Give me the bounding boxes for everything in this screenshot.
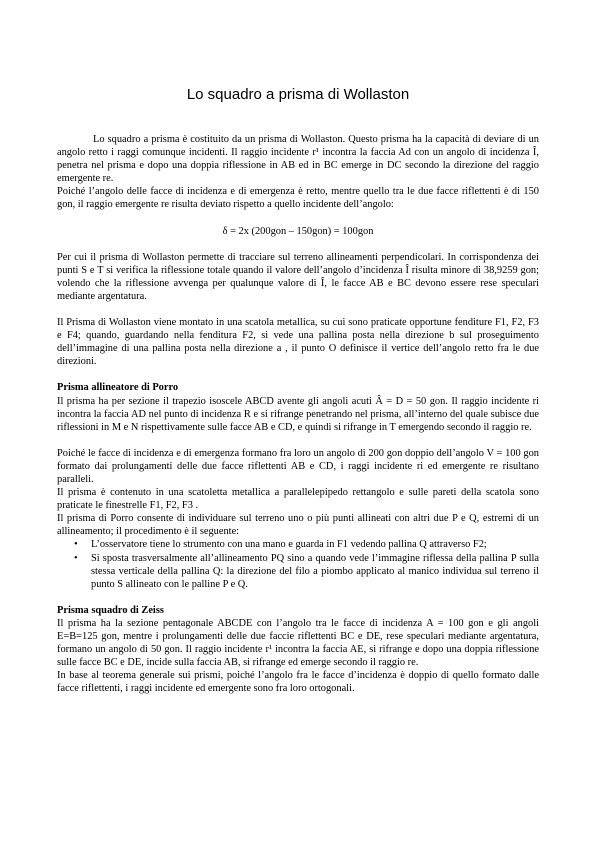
deviation-formula: δ = 2x (200gon – 150gon) = 100gon: [222, 225, 374, 237]
zeiss-paragraph-1: Il prisma ha la sezione pentagonale ABCDE con l’angolo tra le facce di incidenza A = 100 gon e gli angoli E=B=125 gon, mentre i prolungamenti delle due faccie riflettenti BC e DE, rese speculari mediante argentatura, formano un angolo di 50 gon. Il raggio incidente r¹ incontra la faccia AE, si rifrange e dopo una doppia riflessione sulle facce BC e DE, incide sulla faccia AB, si rifrange ed emerge secondo il raggio re.: [57, 617, 539, 669]
intro-paragraph-4: Il Prisma di Wollaston viene montato in una scatola metallica, su cui sono praticate opportune fenditure F1, F2, F3 e F4; quando, guardando nella fenditura F2, si vede una pallina posta nella direzione b sul proseguimento dell’immagine di una pallina posta nella direzione a , il punto O definisce il vertice dell’angolo retto fra le due direzioni.: [57, 317, 539, 368]
list-item: • Si sposta trasversalmente all’allineamento PQ sino a quando vede l’immagine riflessa della pallina P sulla stessa verticale della pallina Q: la direzione del filo a piombo applicato al manico individua sul terreno il punto S allineato con le palline P e Q.: [91, 552, 539, 591]
porro-procedure-list: [57, 538, 539, 590]
spacer: [57, 368, 539, 381]
porro-paragraph-4: Il prisma di Porro consente di individuare sul terreno uno o più punti allineati con altri due P e Q, estremi di un allineamento; il procedimento è il seguente:: [57, 513, 539, 538]
porro-paragraph-2: Poiché le facce di incidenza e di emergenza formano fra loro un angolo di 200 gon doppio dell’angolo V = 100 gon formato dai prolungamenti delle due facce riflettenti AB e CD, i raggi incidente ri ed emergente re risultano paralleli.: [57, 447, 539, 485]
spacer: [57, 591, 539, 604]
porro-paragraph-3: Il prisma è contenuto in una scatoletta metallica a parallelepipedo rettangolo e sulle pareti della scatola sono praticate le finestrelle F1, F2, F3 .: [57, 487, 539, 512]
page-title: Lo squadro a prisma di Wollaston: [186, 86, 410, 103]
spacer: [57, 303, 539, 316]
spacer: [57, 434, 539, 447]
zeiss-paragraph-2: In base al teorema generale sui prismi, poiché l’angolo fra le facce d’incidenza è doppio di quello formato dalle facce riflettenti, i raggi incidente ed emergente sono fra loro ortogonali.: [57, 670, 539, 695]
intro-paragraph-3: Per cui il prisma di Wollaston permette di tracciare sul terreno allineamenti perpendicolari. In corrispondenza dei punti S e T si verifica la riflessione totale quando il valore dell’angolo d’incidenza Î risulta minore di 38,9259 gon; volendo che la riflessione avvenga per qualunque valore di Î, le facce AB e BC devono essere rese speculari mediante argentatura.: [57, 251, 539, 302]
section-heading-zeiss: Prisma squadro di Zeiss: [57, 604, 164, 616]
intro-paragraph-1: Lo squadro a prisma è costituito da un prisma di Wollaston. Questo prisma ha la capacità di deviare di un angolo retto i raggi comunque incidenti. Il raggio incidente r¹ incontra la faccia Ad con un angolo di incidenza Î, penetra nel prisma e dopo una doppia riflessione in AB ed in BC emerge in DC secondo la direzione del raggio emergente re.: [57, 134, 539, 185]
spacer: [57, 212, 539, 225]
porro-paragraph-1: Il prisma ha per sezione il trapezio isoscele ABCD avente gli angoli acuti Â = D = 50 gon. Il raggio incidente ri incontra la faccia AD nel punto di incidenza R e si rifrange penetrando nel prisma, all’interno del quale subisce due riflessioni in M e N rispettivamente sulle facce AB e CD, e quindi si rifrange in T emergendo secondo il raggio re.: [57, 395, 539, 433]
intro-paragraph-2: Poiché l’angolo delle facce di incidenza e di emergenza è retto, mentre quello tra le due facce riflettenti è di 150 gon, il raggio emergente re risulta deviato rispetto a quello incidente dell’angolo:: [57, 186, 539, 211]
spacer: [57, 238, 539, 251]
section-heading-porro: Prisma allineatore di Porro: [57, 382, 179, 394]
document-body: [57, 133, 539, 695]
list-item: • L’osservatore tiene lo strumento con una mano e guarda in F1 vedendo pallina Q attraverso F2;: [91, 538, 539, 551]
